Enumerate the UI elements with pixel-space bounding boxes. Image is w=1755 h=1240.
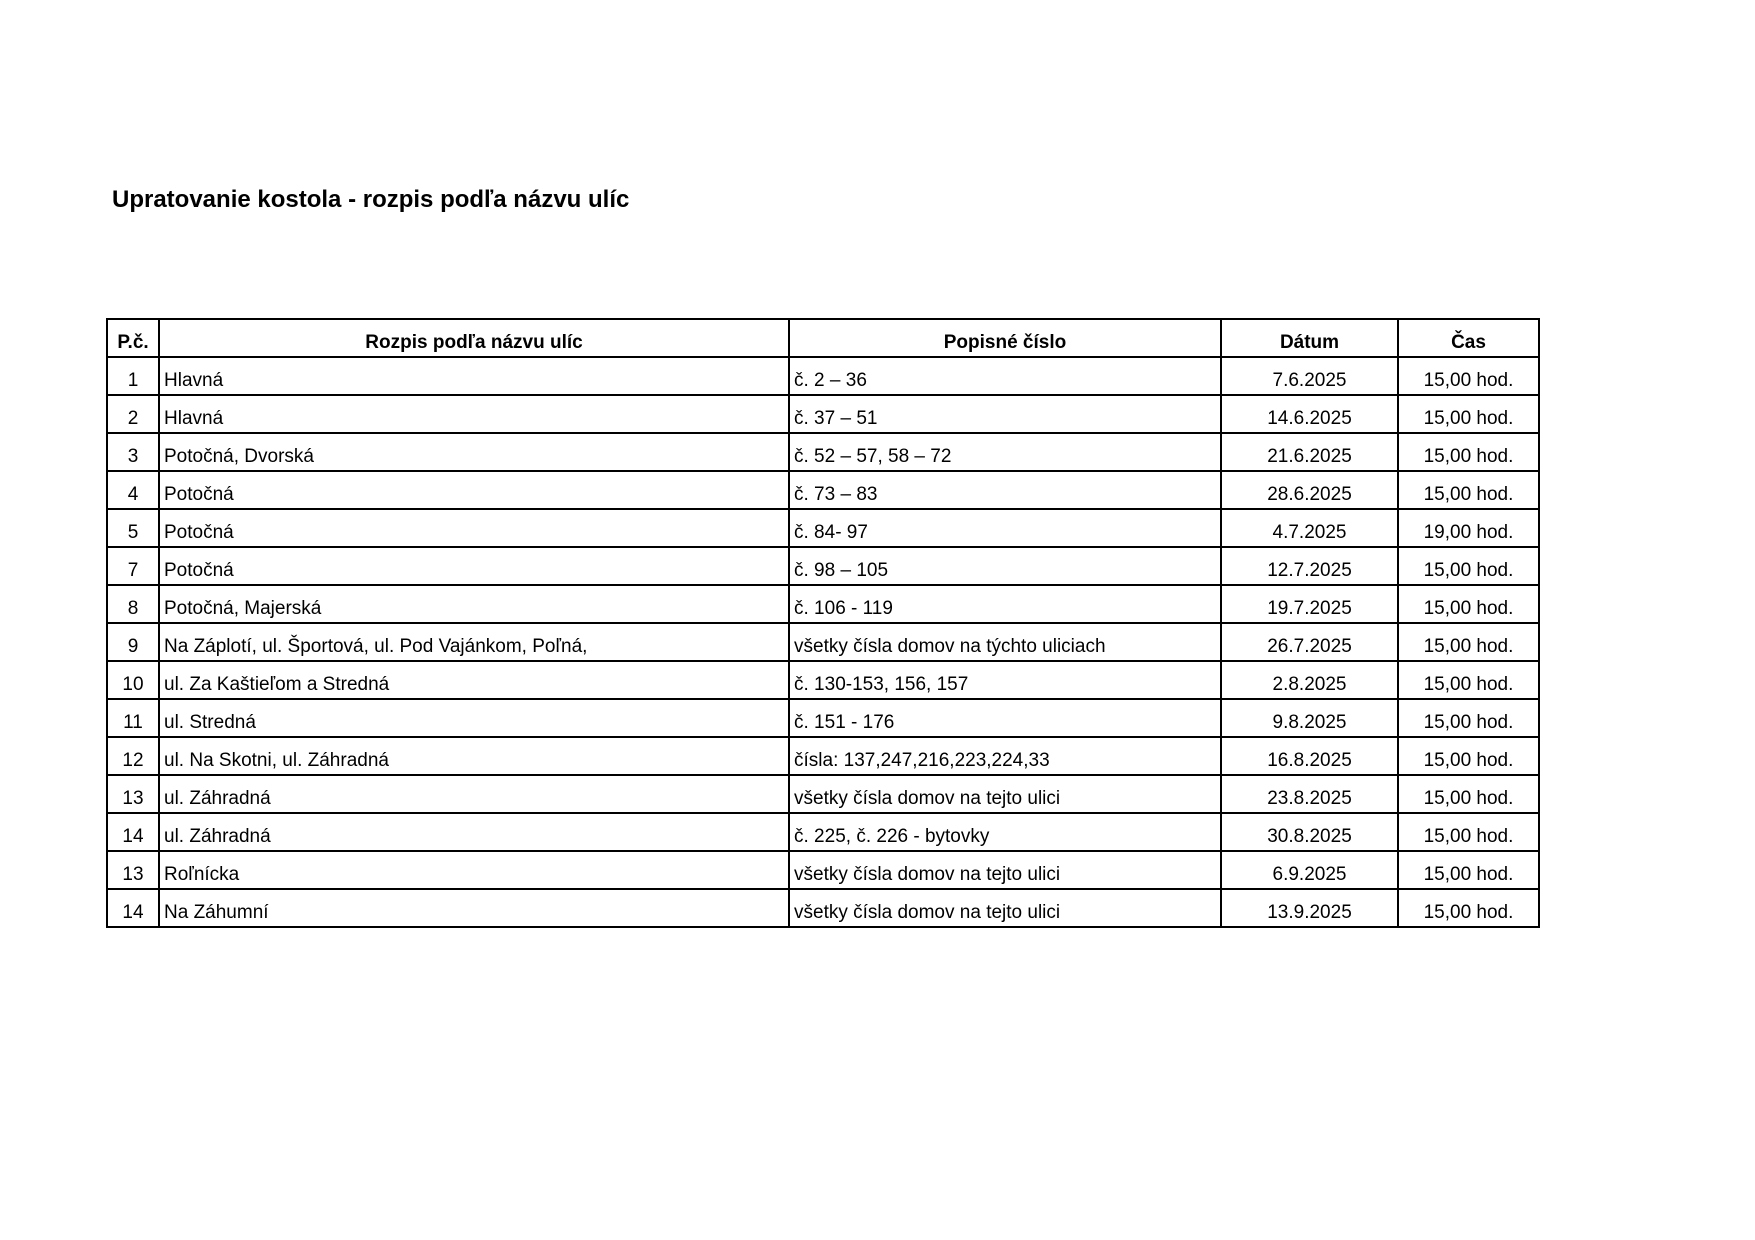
cell-time: 15,00 hod. bbox=[1398, 775, 1539, 813]
cell-street: ul. Záhradná bbox=[159, 813, 789, 851]
header-house-number: Popisné číslo bbox=[789, 319, 1221, 357]
table-row bbox=[107, 547, 1539, 585]
table-row bbox=[107, 737, 1539, 775]
cell-date: 28.6.2025 bbox=[1221, 471, 1398, 509]
cell-date: 19.7.2025 bbox=[1221, 585, 1398, 623]
cell-date: 6.9.2025 bbox=[1221, 851, 1398, 889]
cell-house-number: č. 2 – 36 bbox=[789, 357, 1221, 395]
page-title: Upratovanie kostola - rozpis podľa názvu ulíc bbox=[112, 186, 630, 213]
header-time: Čas bbox=[1398, 319, 1539, 357]
table-row bbox=[107, 585, 1539, 623]
cell-date: 13.9.2025 bbox=[1221, 889, 1398, 927]
cell-house-number: č. 151 - 176 bbox=[789, 699, 1221, 737]
cell-street: Na Záplotí, ul. Športová, ul. Pod Vajánkom, Poľná, bbox=[159, 623, 789, 661]
cell-street: Hlavná bbox=[159, 395, 789, 433]
cell-time: 15,00 hod. bbox=[1398, 623, 1539, 661]
table-row bbox=[107, 395, 1539, 433]
cell-date: 16.8.2025 bbox=[1221, 737, 1398, 775]
cell-house-number: č. 73 – 83 bbox=[789, 471, 1221, 509]
cell-house-number: č. 225, č. 226 - bytovky bbox=[789, 813, 1221, 851]
cell-num: 3 bbox=[107, 433, 159, 471]
cell-num: 2 bbox=[107, 395, 159, 433]
cell-house-number: všetky čísla domov na tejto ulici bbox=[789, 851, 1221, 889]
table-header-row bbox=[107, 319, 1539, 357]
cell-date: 9.8.2025 bbox=[1221, 699, 1398, 737]
cell-date: 4.7.2025 bbox=[1221, 509, 1398, 547]
cell-date: 26.7.2025 bbox=[1221, 623, 1398, 661]
cell-time: 15,00 hod. bbox=[1398, 737, 1539, 775]
cell-street: Hlavná bbox=[159, 357, 789, 395]
table-row bbox=[107, 623, 1539, 661]
cell-time: 15,00 hod. bbox=[1398, 813, 1539, 851]
schedule-table bbox=[106, 318, 1540, 928]
cell-time: 15,00 hod. bbox=[1398, 585, 1539, 623]
cell-time: 15,00 hod. bbox=[1398, 395, 1539, 433]
cell-house-number: čísla: 137,247,216,223,224,33 bbox=[789, 737, 1221, 775]
cell-street: Potočná, Majerská bbox=[159, 585, 789, 623]
table-row bbox=[107, 433, 1539, 471]
cell-time: 19,00 hod. bbox=[1398, 509, 1539, 547]
cell-street: Potočná bbox=[159, 509, 789, 547]
cell-num: 13 bbox=[107, 851, 159, 889]
table-row bbox=[107, 889, 1539, 927]
cell-time: 15,00 hod. bbox=[1398, 471, 1539, 509]
header-num: P.č. bbox=[107, 319, 159, 357]
table-row bbox=[107, 471, 1539, 509]
table-row bbox=[107, 509, 1539, 547]
table-row bbox=[107, 851, 1539, 889]
table-row bbox=[107, 357, 1539, 395]
cell-street: Roľnícka bbox=[159, 851, 789, 889]
cell-num: 8 bbox=[107, 585, 159, 623]
cell-house-number: č. 130-153, 156, 157 bbox=[789, 661, 1221, 699]
cell-num: 7 bbox=[107, 547, 159, 585]
table-row bbox=[107, 699, 1539, 737]
cell-time: 15,00 hod. bbox=[1398, 433, 1539, 471]
cell-house-number: všetky čísla domov na tejto ulici bbox=[789, 889, 1221, 927]
cell-street: Na Záhumní bbox=[159, 889, 789, 927]
cell-street: Potočná bbox=[159, 547, 789, 585]
header-street: Rozpis podľa názvu ulíc bbox=[159, 319, 789, 357]
cell-num: 5 bbox=[107, 509, 159, 547]
cell-house-number: č. 84- 97 bbox=[789, 509, 1221, 547]
cell-num: 10 bbox=[107, 661, 159, 699]
cell-time: 15,00 hod. bbox=[1398, 357, 1539, 395]
cell-time: 15,00 hod. bbox=[1398, 547, 1539, 585]
cell-num: 13 bbox=[107, 775, 159, 813]
cell-num: 14 bbox=[107, 889, 159, 927]
cell-date: 2.8.2025 bbox=[1221, 661, 1398, 699]
cell-num: 12 bbox=[107, 737, 159, 775]
cell-street: Potočná bbox=[159, 471, 789, 509]
cell-house-number: všetky čísla domov na tejto ulici bbox=[789, 775, 1221, 813]
cell-street: ul. Za Kaštieľom a Stredná bbox=[159, 661, 789, 699]
table-row bbox=[107, 813, 1539, 851]
cell-num: 9 bbox=[107, 623, 159, 661]
cell-time: 15,00 hod. bbox=[1398, 851, 1539, 889]
cell-date: 14.6.2025 bbox=[1221, 395, 1398, 433]
cell-date: 12.7.2025 bbox=[1221, 547, 1398, 585]
cell-time: 15,00 hod. bbox=[1398, 661, 1539, 699]
cell-num: 11 bbox=[107, 699, 159, 737]
cell-house-number: č. 98 – 105 bbox=[789, 547, 1221, 585]
cell-date: 30.8.2025 bbox=[1221, 813, 1398, 851]
cell-house-number: č. 52 – 57, 58 – 72 bbox=[789, 433, 1221, 471]
cell-date: 7.6.2025 bbox=[1221, 357, 1398, 395]
cell-date: 23.8.2025 bbox=[1221, 775, 1398, 813]
cell-house-number: č. 37 – 51 bbox=[789, 395, 1221, 433]
table-row bbox=[107, 775, 1539, 813]
cell-street: ul. Záhradná bbox=[159, 775, 789, 813]
cell-time: 15,00 hod. bbox=[1398, 699, 1539, 737]
cell-house-number: č. 106 - 119 bbox=[789, 585, 1221, 623]
header-date: Dátum bbox=[1221, 319, 1398, 357]
cell-num: 4 bbox=[107, 471, 159, 509]
table-row bbox=[107, 661, 1539, 699]
cell-street: Potočná, Dvorská bbox=[159, 433, 789, 471]
cell-house-number: všetky čísla domov na týchto uliciach bbox=[789, 623, 1221, 661]
cell-street: ul. Na Skotni, ul. Záhradná bbox=[159, 737, 789, 775]
cell-num: 1 bbox=[107, 357, 159, 395]
cell-date: 21.6.2025 bbox=[1221, 433, 1398, 471]
cell-street: ul. Stredná bbox=[159, 699, 789, 737]
cell-num: 14 bbox=[107, 813, 159, 851]
cell-time: 15,00 hod. bbox=[1398, 889, 1539, 927]
